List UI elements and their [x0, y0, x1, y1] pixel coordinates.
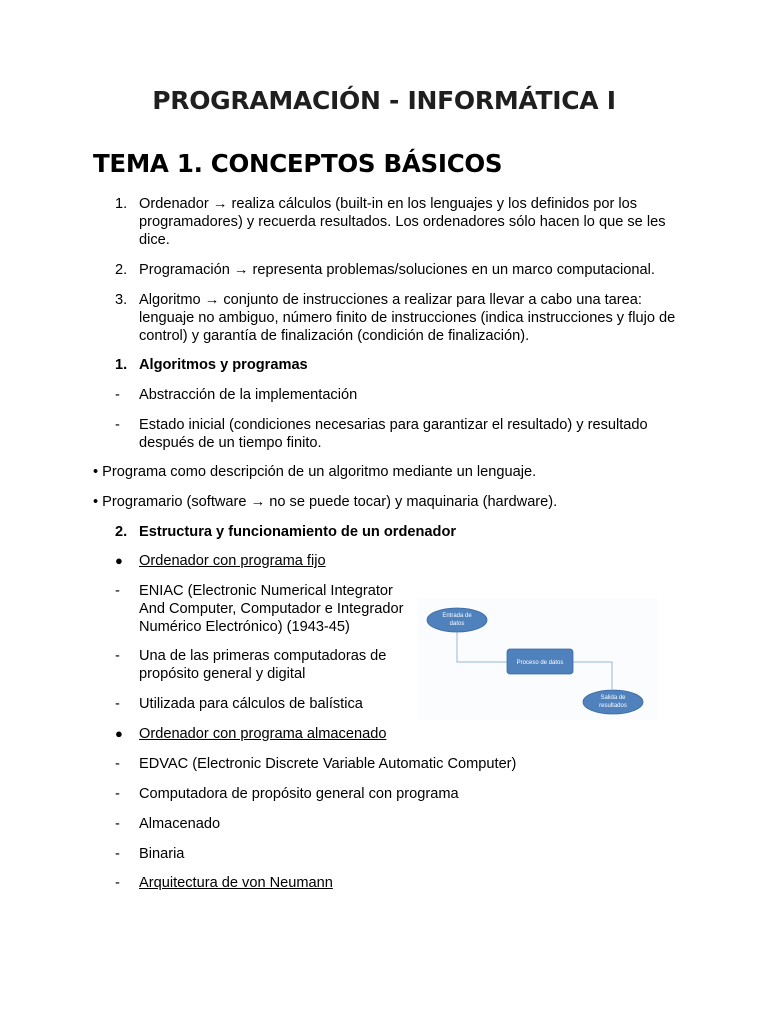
data-flow-diagram: [418, 598, 658, 720]
list-item-line: Programación → representa problemas/soluciones en un marco computacional.: [139, 262, 655, 278]
list-item-line: Ordenador → realiza cálculos (built-in en los lenguajes y los definidos por los: [139, 196, 638, 212]
list-item-line: dice.: [139, 232, 170, 248]
input-node-label: datos: [449, 621, 465, 627]
bullet-label: Ordenador con programa almacenado: [139, 726, 387, 742]
dash-marker: -: [115, 756, 120, 772]
dash-marker: -: [115, 875, 120, 891]
bullet-paragraph: • Programa como descripción de un algoritmo mediante un lenguaje.: [93, 464, 537, 480]
bullet-paragraph: • Programario (software → no se puede tocar) y maquinaria (hardware).: [93, 494, 558, 510]
list-number: 1.: [115, 196, 128, 212]
dash-marker: -: [115, 417, 120, 433]
list-item-line: propósito general y digital: [139, 666, 306, 682]
bullet-dot: ●: [115, 726, 123, 741]
dash-marker: -: [115, 583, 120, 599]
list-item-line: Almacenado: [139, 816, 221, 832]
bullet-dot: ●: [115, 553, 123, 568]
process-node-label: Proceso de datos: [516, 660, 564, 666]
list-item-line: Numérico Electrónico) (1943-45): [139, 619, 350, 635]
list-item-line: lenguaje no ambiguo, número finito de instrucciones (indica instrucciones y flujo de: [139, 310, 676, 326]
list-item-line: And Computer, Computador e Integrador: [139, 601, 404, 617]
subsection-number: 2.: [115, 524, 128, 540]
list-item-line: Binaria: [139, 846, 185, 862]
list-item-line: Algoritmo → conjunto de instrucciones a realizar para llevar a cabo una tarea:: [139, 292, 642, 308]
list-item-line: Utilizada para cálculos de balística: [139, 696, 363, 712]
input-node-label: Entrada de: [442, 613, 472, 619]
output-node-label: Salida de: [600, 695, 626, 701]
von-neumann-link[interactable]: Arquitectura de von Neumann: [139, 875, 333, 891]
page-title: PROGRAMACIÓN - INFORMÁTICA I: [152, 86, 616, 115]
dash-marker: -: [115, 816, 120, 832]
list-item-line: Una de las primeras computadoras de: [139, 648, 387, 664]
subsection-number: 1.: [115, 357, 128, 373]
list-item-line: control) y garantía de finalización (condición de finalización).: [139, 328, 530, 344]
list-number: 3.: [115, 292, 128, 308]
bullet-label: Ordenador con programa fijo: [139, 553, 326, 569]
dash-marker: -: [115, 696, 120, 712]
list-item-line: Computadora de propósito general con programa: [139, 786, 459, 802]
list-item-line: ENIAC (Electronic Numerical Integrator: [139, 583, 393, 599]
subsection-title: Estructura y funcionamiento de un ordenador: [139, 524, 457, 540]
subsection-title: Algoritmos y programas: [139, 357, 308, 373]
dash-marker: -: [115, 786, 120, 802]
list-item-line: después de un tiempo finito.: [139, 435, 322, 451]
dash-marker: -: [115, 387, 120, 403]
list-item-line: Abstracción de la implementación: [139, 387, 358, 403]
list-item-line: Estado inicial (condiciones necesarias para garantizar el resultado) y resultado: [139, 417, 648, 433]
output-node: [583, 690, 643, 714]
list-item-line: programadores) y recuerda resultados. Los ordenadores sólo hacen lo que se les: [139, 214, 666, 230]
list-item-line: EDVAC (Electronic Discrete Variable Automatic Computer): [139, 756, 517, 772]
output-node-label: resultados: [599, 703, 627, 709]
input-node: [427, 608, 487, 632]
section-title: TEMA 1. CONCEPTOS BÁSICOS: [93, 149, 503, 178]
dash-marker: -: [115, 846, 120, 862]
dash-marker: -: [115, 648, 120, 664]
list-number: 2.: [115, 262, 128, 278]
